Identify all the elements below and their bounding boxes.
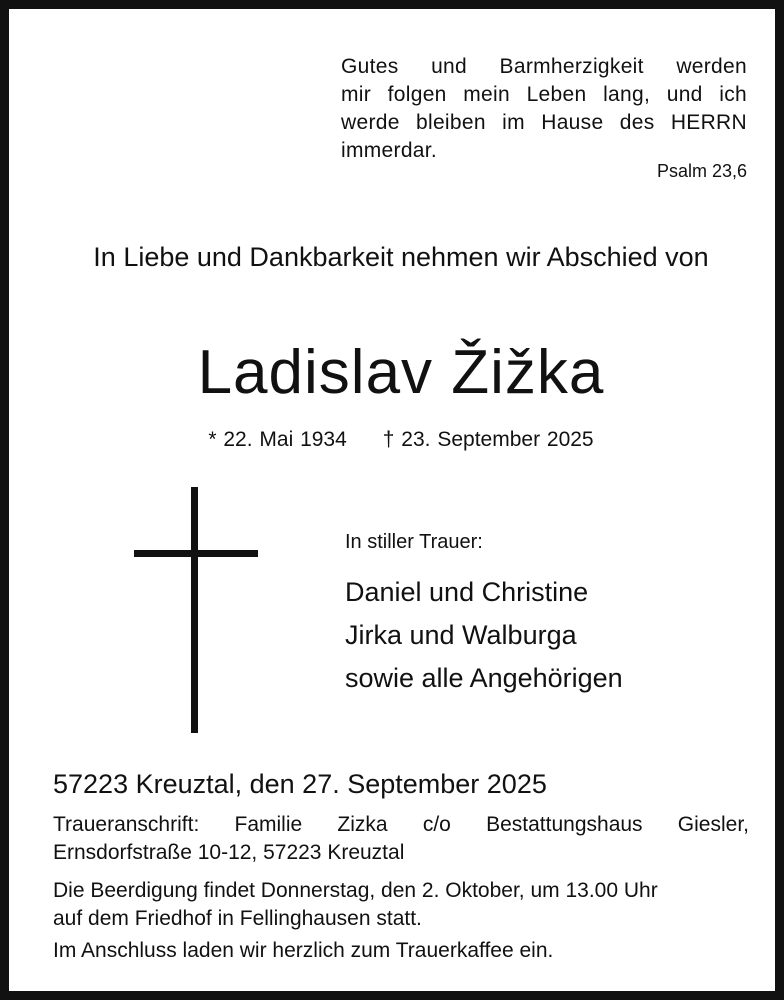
cross-icon bbox=[134, 487, 258, 733]
place-and-date: 57223 Kreuztal, den 27. September 2025 bbox=[53, 769, 547, 799]
mourner-name: sowie alle Angehörigen bbox=[345, 663, 623, 693]
funeral-line: auf dem Friedhof in Fellinghausen statt. bbox=[53, 907, 422, 930]
verse-line: immerdar. bbox=[341, 139, 438, 162]
verse-line: werde bleiben im Hause des HERRN bbox=[341, 111, 747, 134]
verse-source: Psalm 23,6 bbox=[656, 161, 747, 181]
mourner-name: Daniel und Christine bbox=[345, 577, 589, 607]
deceased-name: Ladislav Žižka bbox=[197, 338, 605, 407]
life-dates bbox=[39, 425, 763, 455]
mourners-list bbox=[345, 571, 623, 700]
funeral-line: Die Beerdigung findet Donnerstag, den 2. Oktober, um 13.00 Uhr bbox=[53, 879, 658, 902]
address-line: Traueranschrift: Familie Zizka c/o Bestattungshaus Giesler, bbox=[53, 813, 749, 836]
bible-verse bbox=[341, 53, 747, 165]
verse-line: Gutes und Barmherzigkeit werden bbox=[341, 55, 747, 78]
death-date: † 23. September 2025 bbox=[382, 428, 594, 451]
verse-line: mir folgen mein Leben lang, und ich bbox=[341, 83, 747, 106]
mourner-name: Jirka und Walburga bbox=[345, 620, 577, 650]
mourning-label: In stiller Trauer: bbox=[345, 531, 483, 553]
cross-vertical-beam bbox=[191, 487, 198, 733]
birth-date: * 22. Mai 1934 bbox=[208, 428, 347, 451]
funeral-info bbox=[53, 877, 749, 933]
address-line: Ernsdorfstraße 10-12, 57223 Kreuztal bbox=[53, 841, 405, 864]
cross-horizontal-beam bbox=[134, 550, 258, 557]
coffee-invitation: Im Anschluss laden wir herzlich zum Trauerkaffee ein. bbox=[53, 939, 554, 962]
mourning-address bbox=[53, 811, 749, 867]
intro-text: In Liebe und Dankbarkeit nehmen wir Abschied von bbox=[93, 242, 709, 272]
